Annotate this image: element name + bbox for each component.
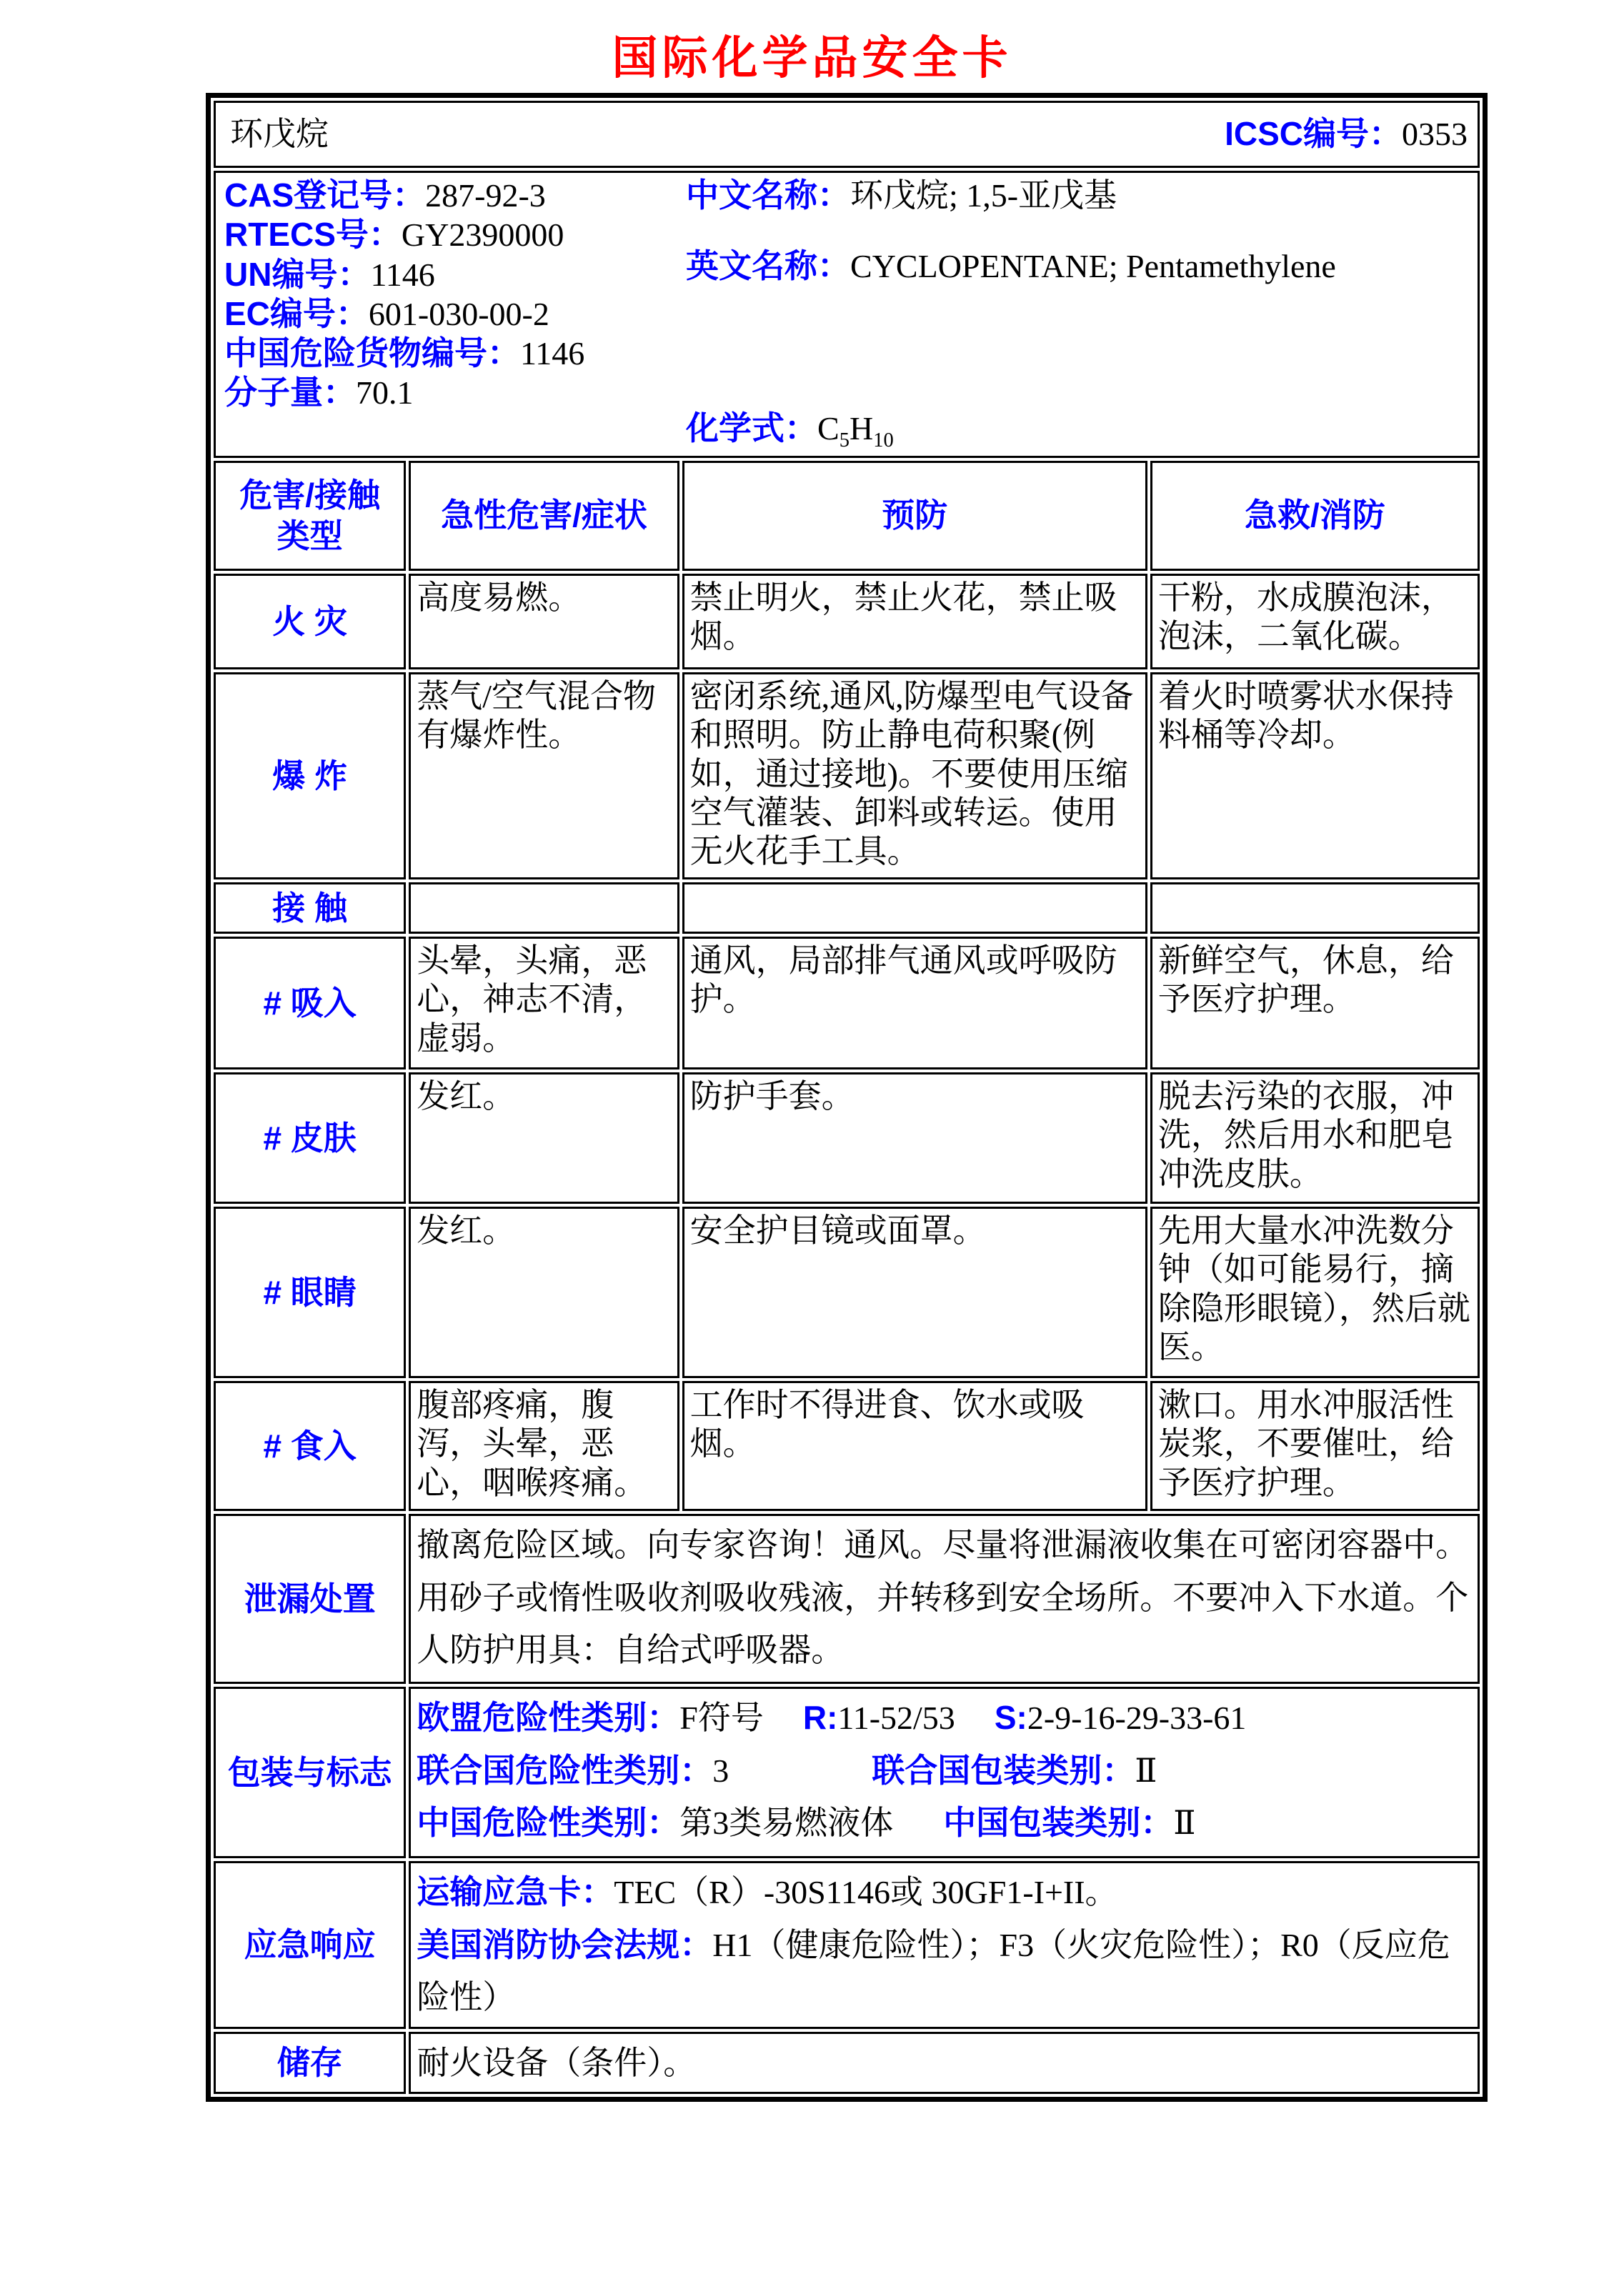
english-name-line	[686, 246, 1472, 286]
china-dg-number-label: 中国危险货物编号：	[224, 334, 520, 372]
nfpa-code-line	[417, 1919, 1472, 2024]
safety-card	[206, 93, 1488, 2102]
formula-h: H	[849, 410, 874, 447]
explosion-symptoms: 蒸气/空气混合物有爆炸性。	[409, 672, 679, 879]
packaging-labeling-label: 包装与标志	[214, 1687, 406, 1858]
un-hazard-class-line	[417, 1745, 1472, 1797]
ingestion-type-label: # 食入	[214, 1381, 406, 1511]
icsc-label: ICSC编号：	[1225, 115, 1402, 153]
contact-response	[1150, 882, 1480, 934]
header-first-aid: 急救/消防	[1150, 461, 1480, 571]
contact-type-label: 接 触	[214, 882, 406, 934]
cas-number-label: CAS登记号：	[224, 176, 426, 214]
cas-number-line	[224, 176, 686, 215]
rtecs-number-line	[224, 215, 686, 254]
r-phrases-value: 11-52/53	[837, 1700, 955, 1736]
eu-hazard-class-value: F符号	[679, 1700, 764, 1736]
skin-type-label: # 皮肤	[214, 1072, 406, 1204]
china-hazard-class-line	[417, 1797, 1472, 1850]
ec-number-line	[224, 294, 686, 334]
china-hazard-class-label: 中国危险性类别：	[417, 1804, 680, 1842]
identifiers-right-column	[686, 176, 1472, 453]
table-row-inhalation	[214, 937, 1480, 1069]
transport-emergency-card-value: TEC（R）-30S1146或 30GF1-I+II。	[614, 1874, 1118, 1910]
table-row-explosion	[214, 672, 1480, 879]
identifiers-cell	[214, 171, 1480, 458]
identifiers-left-column	[221, 176, 686, 453]
chinese-name-value: 环戊烷; 1,5-亚戊基	[850, 177, 1117, 214]
transport-emergency-card-line	[417, 1866, 1472, 1919]
card-header-cell	[214, 101, 1480, 168]
header-symptoms: 急性危害/症状	[409, 461, 679, 571]
molecular-weight-label: 分子量：	[224, 374, 356, 412]
card-header-row	[214, 101, 1480, 168]
skin-response: 脱去污染的衣服，冲洗，然后用水和肥皂冲洗皮肤。	[1150, 1072, 1480, 1204]
table-row-eyes	[214, 1207, 1480, 1378]
eyes-symptoms: 发红。	[409, 1207, 679, 1378]
eu-hazard-class-label: 欧盟危险性类别：	[417, 1699, 680, 1736]
inhalation-response: 新鲜空气，休息，给予医疗护理。	[1150, 937, 1480, 1069]
table-row-storage	[214, 2032, 1480, 2095]
english-name-label: 英文名称：	[686, 247, 851, 285]
china-packing-group-value: Ⅱ	[1173, 1805, 1196, 1842]
china-hazard-class-value: 第3类易燃液体	[679, 1805, 894, 1842]
eu-hazard-class-line	[417, 1692, 1472, 1745]
icsc-number-group	[1225, 114, 1472, 154]
inhalation-type-label: # 吸入	[214, 937, 406, 1069]
table-row-contact	[214, 882, 1480, 934]
skin-prevention: 防护手套。	[682, 1072, 1147, 1204]
hazard-table-header-row	[214, 461, 1480, 571]
fire-response: 干粉，水成膜泡沫，泡沫，二氧化碳。	[1150, 574, 1480, 669]
eyes-response: 先用大量水冲洗数分钟（如可能易行，摘除隐形眼镜），然后就医。	[1150, 1207, 1480, 1378]
ec-number-label: EC编号：	[224, 294, 369, 332]
fire-type-label: 火 灾	[214, 574, 406, 669]
header-hazard-type-line1: 危害/接触	[239, 476, 381, 514]
icsc-number: 0353	[1402, 116, 1468, 153]
nfpa-code-label: 美国消防协会法规：	[417, 1925, 713, 1963]
nfpa-code-value: H1（健康危险性）；F3（火灾危险性）；R0（反应危险性）	[417, 1926, 1450, 2016]
table-row-fire	[214, 574, 1480, 669]
inhalation-symptoms: 头晕，头痛，恶心，神志不清，虚弱。	[409, 937, 679, 1069]
identifiers-row	[214, 171, 1480, 458]
header-prevention: 预防	[682, 461, 1147, 571]
chemical-formula-value	[817, 410, 894, 452]
safety-card-table	[211, 98, 1483, 2097]
s-phrases-value: 2-9-16-29-33-61	[1027, 1700, 1247, 1736]
table-row-ingestion	[214, 1381, 1480, 1511]
un-hazard-class-label: 联合国危险性类别：	[417, 1751, 713, 1789]
chinese-name-label: 中文名称：	[686, 176, 851, 214]
explosion-prevention: 密闭系统,通风,防爆型电气设备和照明。防止静电荷积聚(例如，通过接地)。不要使用压缩空气灌装、卸料或转运。使用无火花手工具。	[682, 672, 1147, 879]
card-header-content	[221, 114, 1472, 154]
molecular-weight-line	[224, 373, 686, 412]
chemical-formula-label: 化学式：	[686, 409, 818, 447]
eyes-type-label: # 眼睛	[214, 1207, 406, 1378]
transport-emergency-card-label: 运输应急卡：	[417, 1873, 614, 1910]
identifiers-layout	[221, 176, 1472, 453]
inhalation-prevention: 通风，局部排气通风或呼吸防护。	[682, 937, 1147, 1069]
header-hazard-type-line2: 类型	[277, 517, 343, 554]
fire-prevention: 禁止明火，禁止火花，禁止吸烟。	[682, 574, 1147, 669]
storage-text: 耐火设备（条件）。	[409, 2032, 1480, 2095]
table-row-spill-disposal	[214, 1514, 1480, 1684]
rtecs-number-value: GY2390000	[401, 216, 564, 254]
table-row-skin	[214, 1072, 1480, 1204]
un-number-value: 1146	[370, 256, 435, 293]
china-dg-number-line	[224, 334, 686, 373]
contact-prevention	[682, 882, 1147, 934]
molecular-weight-value: 70.1	[356, 374, 414, 412]
explosion-type-label: 爆 炸	[214, 672, 406, 879]
un-packing-group-value: Ⅱ	[1135, 1752, 1157, 1789]
un-hazard-class-value: 3	[712, 1752, 729, 1789]
china-packing-group-label: 中国包装类别：	[943, 1804, 1174, 1842]
table-row-packaging-labeling	[214, 1687, 1480, 1858]
un-packing-group-label: 联合国包装类别：	[872, 1751, 1135, 1789]
skin-symptoms: 发红。	[409, 1072, 679, 1204]
ingestion-symptoms: 腹部疼痛，腹泻，头晕，恶心，咽喉疼痛。	[409, 1381, 679, 1511]
r-phrases-label: R:	[802, 1699, 838, 1736]
spill-disposal-label: 泄漏处置	[214, 1514, 406, 1684]
fire-symptoms: 高度易燃。	[409, 574, 679, 669]
china-dg-number-value: 1146	[520, 335, 585, 372]
spill-disposal-text: 撤离危险区域。向专家咨询！通风。尽量将泄漏液收集在可密闭容器中。用砂子或惰性吸收剂吸收残液，并转移到安全场所。不要冲入下水道。个人防护用具：自给式呼吸器。	[409, 1514, 1480, 1684]
contact-symptoms	[409, 882, 679, 934]
page-title: 国际化学品安全卡	[612, 33, 1012, 84]
eyes-prevention: 安全护目镜或面罩。	[682, 1207, 1147, 1378]
ec-number-value: 601-030-00-2	[368, 295, 549, 332]
explosion-response: 着火时喷雾状水保持料桶等冷却。	[1150, 672, 1480, 879]
un-number-line	[224, 255, 686, 294]
storage-label: 储存	[214, 2032, 406, 2095]
emergency-response-content	[409, 1861, 1480, 2029]
english-name-value: CYCLOPENTANE; Pentamethylene	[850, 248, 1336, 285]
header-hazard-type	[214, 461, 406, 571]
formula-c-subscript: 5	[839, 429, 850, 452]
table-row-emergency-response	[214, 1861, 1480, 2029]
chemical-formula-line	[686, 409, 1472, 453]
chemical-name: 环戊烷	[230, 115, 329, 152]
ingestion-prevention: 工作时不得进食、饮水或吸烟。	[682, 1381, 1147, 1511]
s-phrases-label: S:	[994, 1699, 1027, 1736]
formula-c: C	[817, 410, 840, 447]
cas-number-value: 287-92-3	[425, 177, 546, 214]
emergency-response-label: 应急响应	[214, 1861, 406, 2029]
rtecs-number-label: RTECS号：	[224, 216, 402, 254]
packaging-labeling-content	[409, 1687, 1480, 1858]
formula-h-subscript: 10	[873, 429, 894, 452]
chinese-name-line	[686, 176, 1472, 215]
un-number-label: UN编号：	[224, 255, 371, 293]
ingestion-response: 漱口。用水冲服活性炭浆，不要催吐，给予医疗护理。	[1150, 1381, 1480, 1511]
